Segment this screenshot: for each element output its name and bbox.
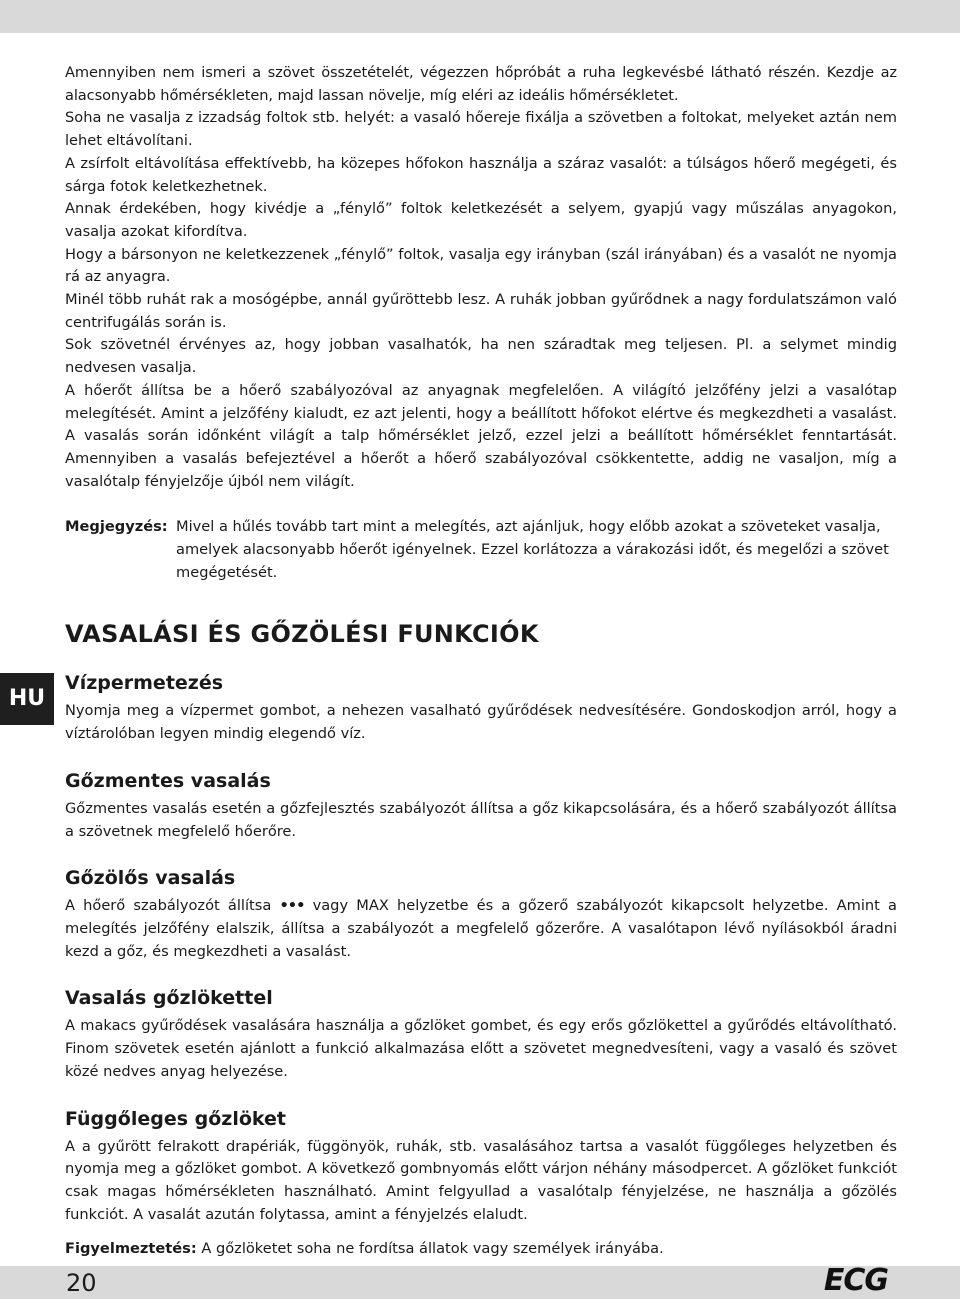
three-dots-temperature-icon: ••• — [279, 897, 305, 915]
text-vertical-steam: A a gyűrött felrakott drapériák, függönyök, ruhák, stb. vasalásához tartsa a vasalót függőleges helyzetben és nyomja meg a gőzlöket gombot. A következő gombnyomás előtt várjon néhány másodpercet. A gőzlöket funkciót csak magas hőmérsékleten használható. Amint felgyullad a vasalótalp fényjelzése, ne használja a gőzölés funkciót. A vasalát azután folytassa, amint a fényjelzés elaludt. — [65, 1137, 897, 1223]
paragraph-temperature-setting: A hőerőt állítsa be a hőerő szabályozóval az anyagnak megfelelően. A világító jelzőfény jelzi a vasalótap melegítését. Amint a jelzőfény kialudt, ez azt jelenti, hogy a beállított hőfokot elértve és megkezdheti a vasalást. A vasalás során időnként világít a talp hőmérséklet jelző, ezzel jelzi a beállított hőmérséklet fenntartását. Amennyiben a vasalás befejeztével a hőerőt a hőerő szabályozóval csökkentette, addig ne vasaljon, míg a vasalótalp fényjelzője újból nem világít. — [65, 381, 897, 490]
paragraph-damp-fabrics: Sok szövetnél érvényes az, hogy jobban vasalhatók, ha nen száradtak meg teljesen. Pl. a selymet mindig nedvesen vasalja. — [65, 336, 897, 377]
text-steam-before: A hőerő szabályozót állítsa — [65, 897, 280, 915]
paragraph-test-heat: Amennyiben nem ismeri a szövet összetételét, végezzen hőpróbát a ruha legkevésbé látható részén. Kezdje az alacsonyabb hőmérsékleten, majd lassan növelje, míg eléri az ideális hőmérsékletet. — [65, 64, 897, 104]
note-text: Mivel a hűlés tovább tart mint a melegítés, azt ajánljuk, hogy előbb azokat a szöveteket vasalja, amelyek alacsonyabb hőerőt igényelnek. Ezzel korlátozza a várakozási időt, és megelőzi a szövet megégetését. — [176, 518, 889, 581]
warning-text: A gőzlöketet soha ne fordítsa állatok vagy személyek irányába. — [196, 1240, 664, 1258]
language-tab: HU — [0, 673, 54, 725]
text-water-spray: Nyomja meg a vízpermet gombot, a nehezen vasalható gyűrődések nedvesítésére. Gondoskodjon arról, hogy a víztárolóban legyen mindig elegendő víz. — [65, 702, 897, 743]
paragraph-washing-machine: Minél több ruhát rak a mosógépbe, annál gyűröttebb lesz. A ruhák jobban gyűrődnek a nagy fordulatszámon való centrifugálás során is. — [65, 291, 897, 331]
heading-vertical-steam: Függőleges gőzlöket — [65, 1107, 286, 1130]
warning-block — [65, 1238, 897, 1261]
text-steam-after: vagy MAX helyzetbe és a gőzerő szabályozót kikapcsolt helyzetbe. Amint a melegítés jelzőfény elalszik, állítsa a szabályozót a megfelelő gőzerőre. A vasalótapon lévő nyílásokból áradni kezd a gőz, és megkezdheti a vasalást. — [65, 897, 898, 960]
bottom-band — [0, 1263, 960, 1299]
heading-steam-ironing: Gőzölős vasalás — [65, 867, 236, 890]
paragraph-grease-stains: A zsírfolt eltávolítása effektívebb, ha közepes hőfokon használja a száraz vasalót: a túlságos hőerő megégeti, és sárga fotok keletkezhetnek. — [65, 154, 897, 195]
paragraph-sweat-stains: Soha ne vasalja z izzadság foltok stb. helyét: a vasaló hőereje fixálja a szövetben a foltokat, melyeket aztán nem lehet eltávolítani. — [65, 109, 897, 150]
page-content — [65, 62, 897, 1261]
paragraph-velvet: Hogy a bársonyon ne keletkezzenek „fénylő” foltok, vasalja egy irányban (szál irányában) és a vasalót ne nyomja rá az anyagra. — [65, 245, 897, 286]
page-number: 20 — [66, 1269, 97, 1297]
paragraph-shiny-spots: Annak érdekében, hogy kivédje a „fénylő” foltok keletkezését a selyem, gyapjú vagy műszálas anyagokon, vasalja azokat kifordítva. — [65, 200, 897, 240]
section-title: VASALÁSI ÉS GŐZÖLÉSI FUNKCIÓK — [65, 620, 539, 649]
text-steam-burst: A makacs gyűrődések vasalására használja a gőzlöket gombet, és egy erős gőzlökettel a gyűrődés eltávolítható. Finom szövetek esetén ajánlott a funkció alkalmazása előtt a szövetet megnedvesíteni, vagy a vasaló és szövet közé nedves anyag helyezése. — [65, 1017, 897, 1080]
heading-dry-ironing: Gőzmentes vasalás — [65, 769, 271, 792]
heading-water-spray: Vízpermetezés — [65, 672, 224, 695]
ecg-logo: ECG — [823, 1263, 888, 1298]
text-steam-ironing — [65, 895, 897, 963]
top-band — [0, 0, 960, 33]
note-block — [65, 516, 897, 584]
heading-steam-burst: Vasalás gőzlökettel — [65, 987, 273, 1010]
note-label: Megjegyzés: — [65, 518, 168, 536]
text-dry-ironing: Gőzmentes vasalás esetén a gőzfejlesztés szabályozót állítsa a gőz kikapcsolására, és a hőerő szabályozót állítsa a szövetnek megfelelő hőerőre. — [65, 799, 897, 840]
warning-label: Figyelmeztetés: — [65, 1240, 197, 1258]
